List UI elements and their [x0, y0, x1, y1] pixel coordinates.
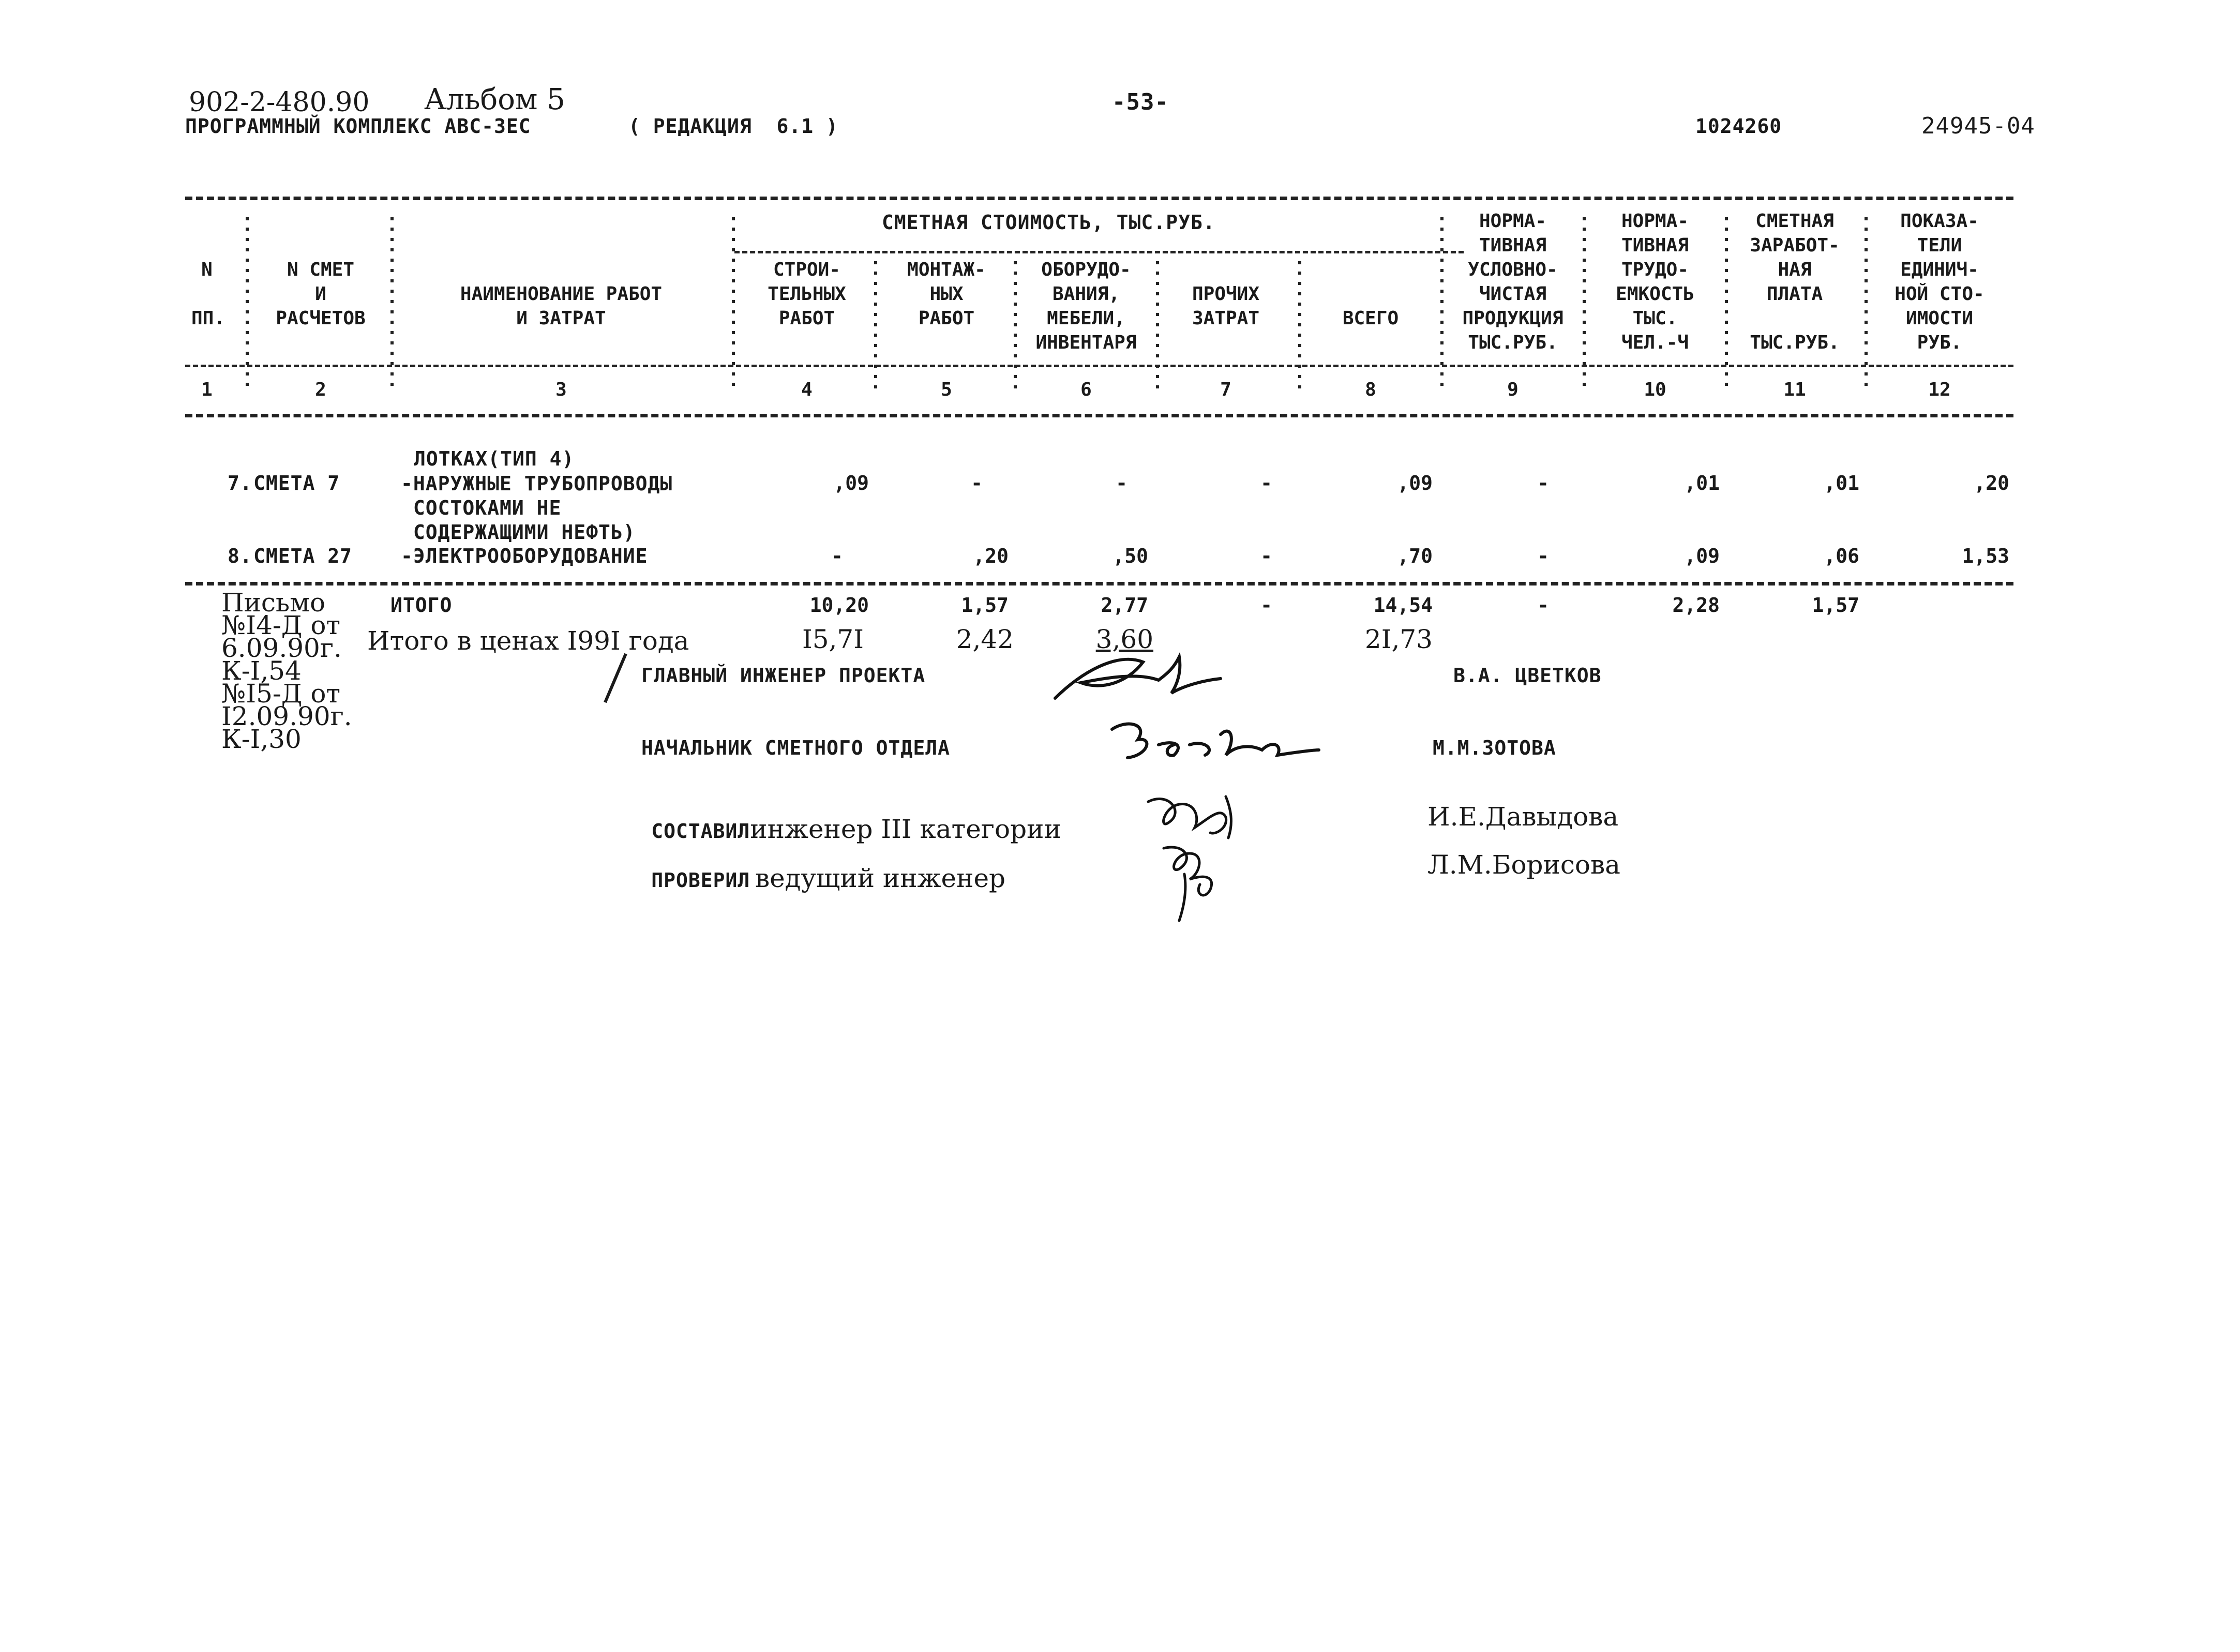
- total-cell-11: 1,57: [1812, 594, 1859, 617]
- row-cell-6: ,50: [1113, 545, 1148, 567]
- row-cell-4: -: [831, 545, 843, 567]
- signature-name-4: Л.М.Борисова: [1427, 850, 1620, 880]
- col-number-12: 12: [1928, 379, 1951, 400]
- row-cell-5: -: [971, 472, 983, 494]
- note-line: К-I,30: [221, 724, 302, 754]
- col-header-9: НОРМА- ТИВНАЯ УСЛОВНО- ЧИСТАЯ ПРОДУКЦИЯ ТЫС.РУБ.: [1462, 211, 1564, 353]
- col-number-7: 7: [1220, 379, 1231, 400]
- row-name: -НАРУЖНЫЕ ТРУБОПРОВОДЫ СОСТОКАМИ НЕ СОДЕРЖАЩИМИ НЕФТЬ): [401, 472, 673, 544]
- row-cell-9: -: [1537, 472, 1549, 494]
- signature-prefix-3: СОСТАВИЛ: [651, 820, 750, 843]
- col-number-8: 8: [1365, 379, 1376, 400]
- total-1991-cell-5: 2,42: [956, 624, 1014, 654]
- col-number-4: 4: [801, 379, 813, 400]
- slash-mark: [600, 651, 631, 708]
- col-separator: [1298, 261, 1301, 396]
- table-top-rule: [185, 197, 2013, 200]
- row-cell-8: ,70: [1397, 545, 1433, 567]
- row-smeta: СМЕТА 27: [253, 545, 353, 567]
- col-header-3: НАИМЕНОВАНИЕ РАБОТ И ЗАТРАТ: [460, 283, 663, 329]
- total-cell-7: -: [1260, 594, 1272, 617]
- col-number-9: 9: [1507, 379, 1519, 400]
- row-cell-4: ,09: [833, 472, 869, 494]
- carry-over-text: ЛОТКАХ(ТИП 4): [414, 447, 575, 470]
- col-separator: [1865, 217, 1868, 393]
- signature-row-3: [641, 804, 1061, 844]
- row-cell-9: -: [1537, 545, 1549, 567]
- signature-role-4: ведущий инженер: [755, 863, 1006, 893]
- row-number: 8.: [228, 545, 252, 567]
- col-header-1: N ПП.: [191, 259, 225, 329]
- row-cell-11: ,01: [1824, 472, 1859, 494]
- col-header-4: СТРОИ- ТЕЛЬНЫХ РАБОТ: [768, 259, 846, 329]
- group-header-rule: [734, 251, 1464, 253]
- signature-role-1: ГЛАВНЫЙ ИНЖЕНЕР ПРОЕКТА: [641, 664, 926, 687]
- total-1991-cell-8: 2I,73: [1364, 624, 1433, 654]
- signature-scribble-2: [1096, 709, 1324, 771]
- row-number: 7.: [228, 472, 252, 494]
- doc-number-2: 24945-04: [1921, 113, 2035, 139]
- margin-note: [221, 588, 352, 754]
- col-separator: [246, 217, 249, 393]
- signature-scribble-4: [1153, 838, 1236, 926]
- row-cell-8: ,09: [1397, 472, 1433, 494]
- col-header-7: ПРОЧИХ ЗАТРАТ: [1192, 283, 1260, 329]
- col-separator: [874, 261, 877, 396]
- row-cell-12: ,20: [1974, 472, 2009, 494]
- group-header: СМЕТНАЯ СТОИМОСТЬ, ТЫС.РУБ.: [882, 211, 1215, 234]
- col-header-2: N СМЕТ И РАСЧЕТОВ: [276, 259, 366, 329]
- note-line: К-I,54: [221, 656, 302, 686]
- page-number: -53-: [1112, 89, 1169, 115]
- doc-number-1: 1024260: [1695, 115, 1782, 138]
- col-header-8: ВСЕГО: [1342, 308, 1399, 329]
- note-line: Письмо: [221, 588, 326, 618]
- total-label: ИТОГО: [390, 594, 453, 617]
- note-line: №I4-Д от: [221, 610, 341, 640]
- col-separator: [1440, 217, 1444, 393]
- album-label: Альбом 5: [424, 83, 565, 116]
- col-separator: [1725, 217, 1728, 393]
- col-separator: [1156, 261, 1159, 396]
- row-name: -ЭЛЕКТРООБОРУДОВАНИЕ: [401, 545, 648, 567]
- total-cell-8: 14,54: [1373, 594, 1433, 617]
- note-line: №I5-Д от: [221, 679, 341, 709]
- document-code: 902-2-480.90: [189, 87, 370, 118]
- edition-label: ( РЕДАКЦИЯ 6.1 ): [628, 115, 838, 138]
- col-header-12: ПОКАЗА- ТЕЛИ ЕДИНИЧ- НОЙ СТО- ИМОСТИ РУБ.: [1895, 211, 1985, 353]
- col-number-2: 2: [315, 379, 326, 400]
- signature-role-2: НАЧАЛЬНИК СМЕТНОГО ОТДЕЛА: [641, 737, 950, 759]
- row-cell-11: ,06: [1824, 545, 1859, 567]
- col-number-1: 1: [201, 379, 213, 400]
- col-header-6: ОБОРУДО- ВАНИЯ, МЕБЕЛИ, ИНВЕНТАРЯ: [1035, 259, 1137, 353]
- total-cell-4: 10,20: [809, 594, 869, 617]
- column-numbers-rule: [185, 414, 2013, 417]
- total-cell-10: 2,28: [1672, 594, 1720, 617]
- total-cell-9: -: [1537, 594, 1549, 617]
- note-line: 6.09.90г.: [221, 633, 342, 663]
- row-cell-5: ,20: [973, 545, 1009, 567]
- total-rule: [185, 582, 2013, 585]
- col-number-11: 11: [1783, 379, 1806, 400]
- col-separator: [390, 217, 394, 393]
- signature-row-4: [641, 853, 1005, 893]
- total-1991-cell-6: 3,60: [1095, 624, 1153, 654]
- signature-prefix-4: ПРОВЕРИЛ: [651, 869, 750, 892]
- col-separator: [732, 217, 735, 393]
- row-cell-12: 1,53: [1962, 545, 2009, 567]
- header-bottom-rule: [185, 365, 2013, 367]
- signature-name-1: В.А. ЦВЕТКОВ: [1453, 664, 1602, 687]
- col-number-6: 6: [1080, 379, 1092, 400]
- row-cell-10: ,09: [1684, 545, 1720, 567]
- row-cell-7: -: [1260, 545, 1272, 567]
- total-cell-5: 1,57: [961, 594, 1009, 617]
- signature-name-2: М.М.ЗОТОВА: [1433, 737, 1556, 759]
- signature-scribble-3: [1138, 786, 1252, 843]
- col-number-3: 3: [555, 379, 567, 400]
- row-smeta: СМЕТА 7: [253, 472, 340, 494]
- col-number-5: 5: [941, 379, 952, 400]
- total-cell-6: 2,77: [1101, 594, 1148, 617]
- signature-name-3: И.Е.Давыдова: [1427, 802, 1619, 832]
- row-cell-7: -: [1260, 472, 1272, 494]
- col-separator: [1014, 261, 1017, 396]
- total-1991-cell-4: I5,7I: [802, 624, 864, 654]
- row-cell-10: ,01: [1684, 472, 1720, 494]
- signature-role-3: инженер III категории: [750, 814, 1061, 844]
- total-1991-label: Итого в ценах I99I года: [367, 626, 689, 656]
- program-name: ПРОГРАММНЫЙ КОМПЛЕКС АВС-3ЕС: [185, 115, 531, 138]
- note-line: I2.09.90г.: [221, 701, 352, 731]
- signature-scribble-1: [1040, 641, 1226, 709]
- col-number-10: 10: [1644, 379, 1666, 400]
- col-header-5: МОНТАЖ- НЫХ РАБОТ: [907, 259, 986, 329]
- col-header-10: НОРМА- ТИВНАЯ ТРУДО- ЕМКОСТЬ ТЫС. ЧЕЛ.-Ч: [1616, 211, 1694, 353]
- row-cell-6: -: [1116, 472, 1127, 494]
- col-separator: [1583, 217, 1586, 393]
- col-header-11: СМЕТНАЯ ЗАРАБОТ- НАЯ ПЛАТА ТЫС.РУБ.: [1750, 211, 1840, 353]
